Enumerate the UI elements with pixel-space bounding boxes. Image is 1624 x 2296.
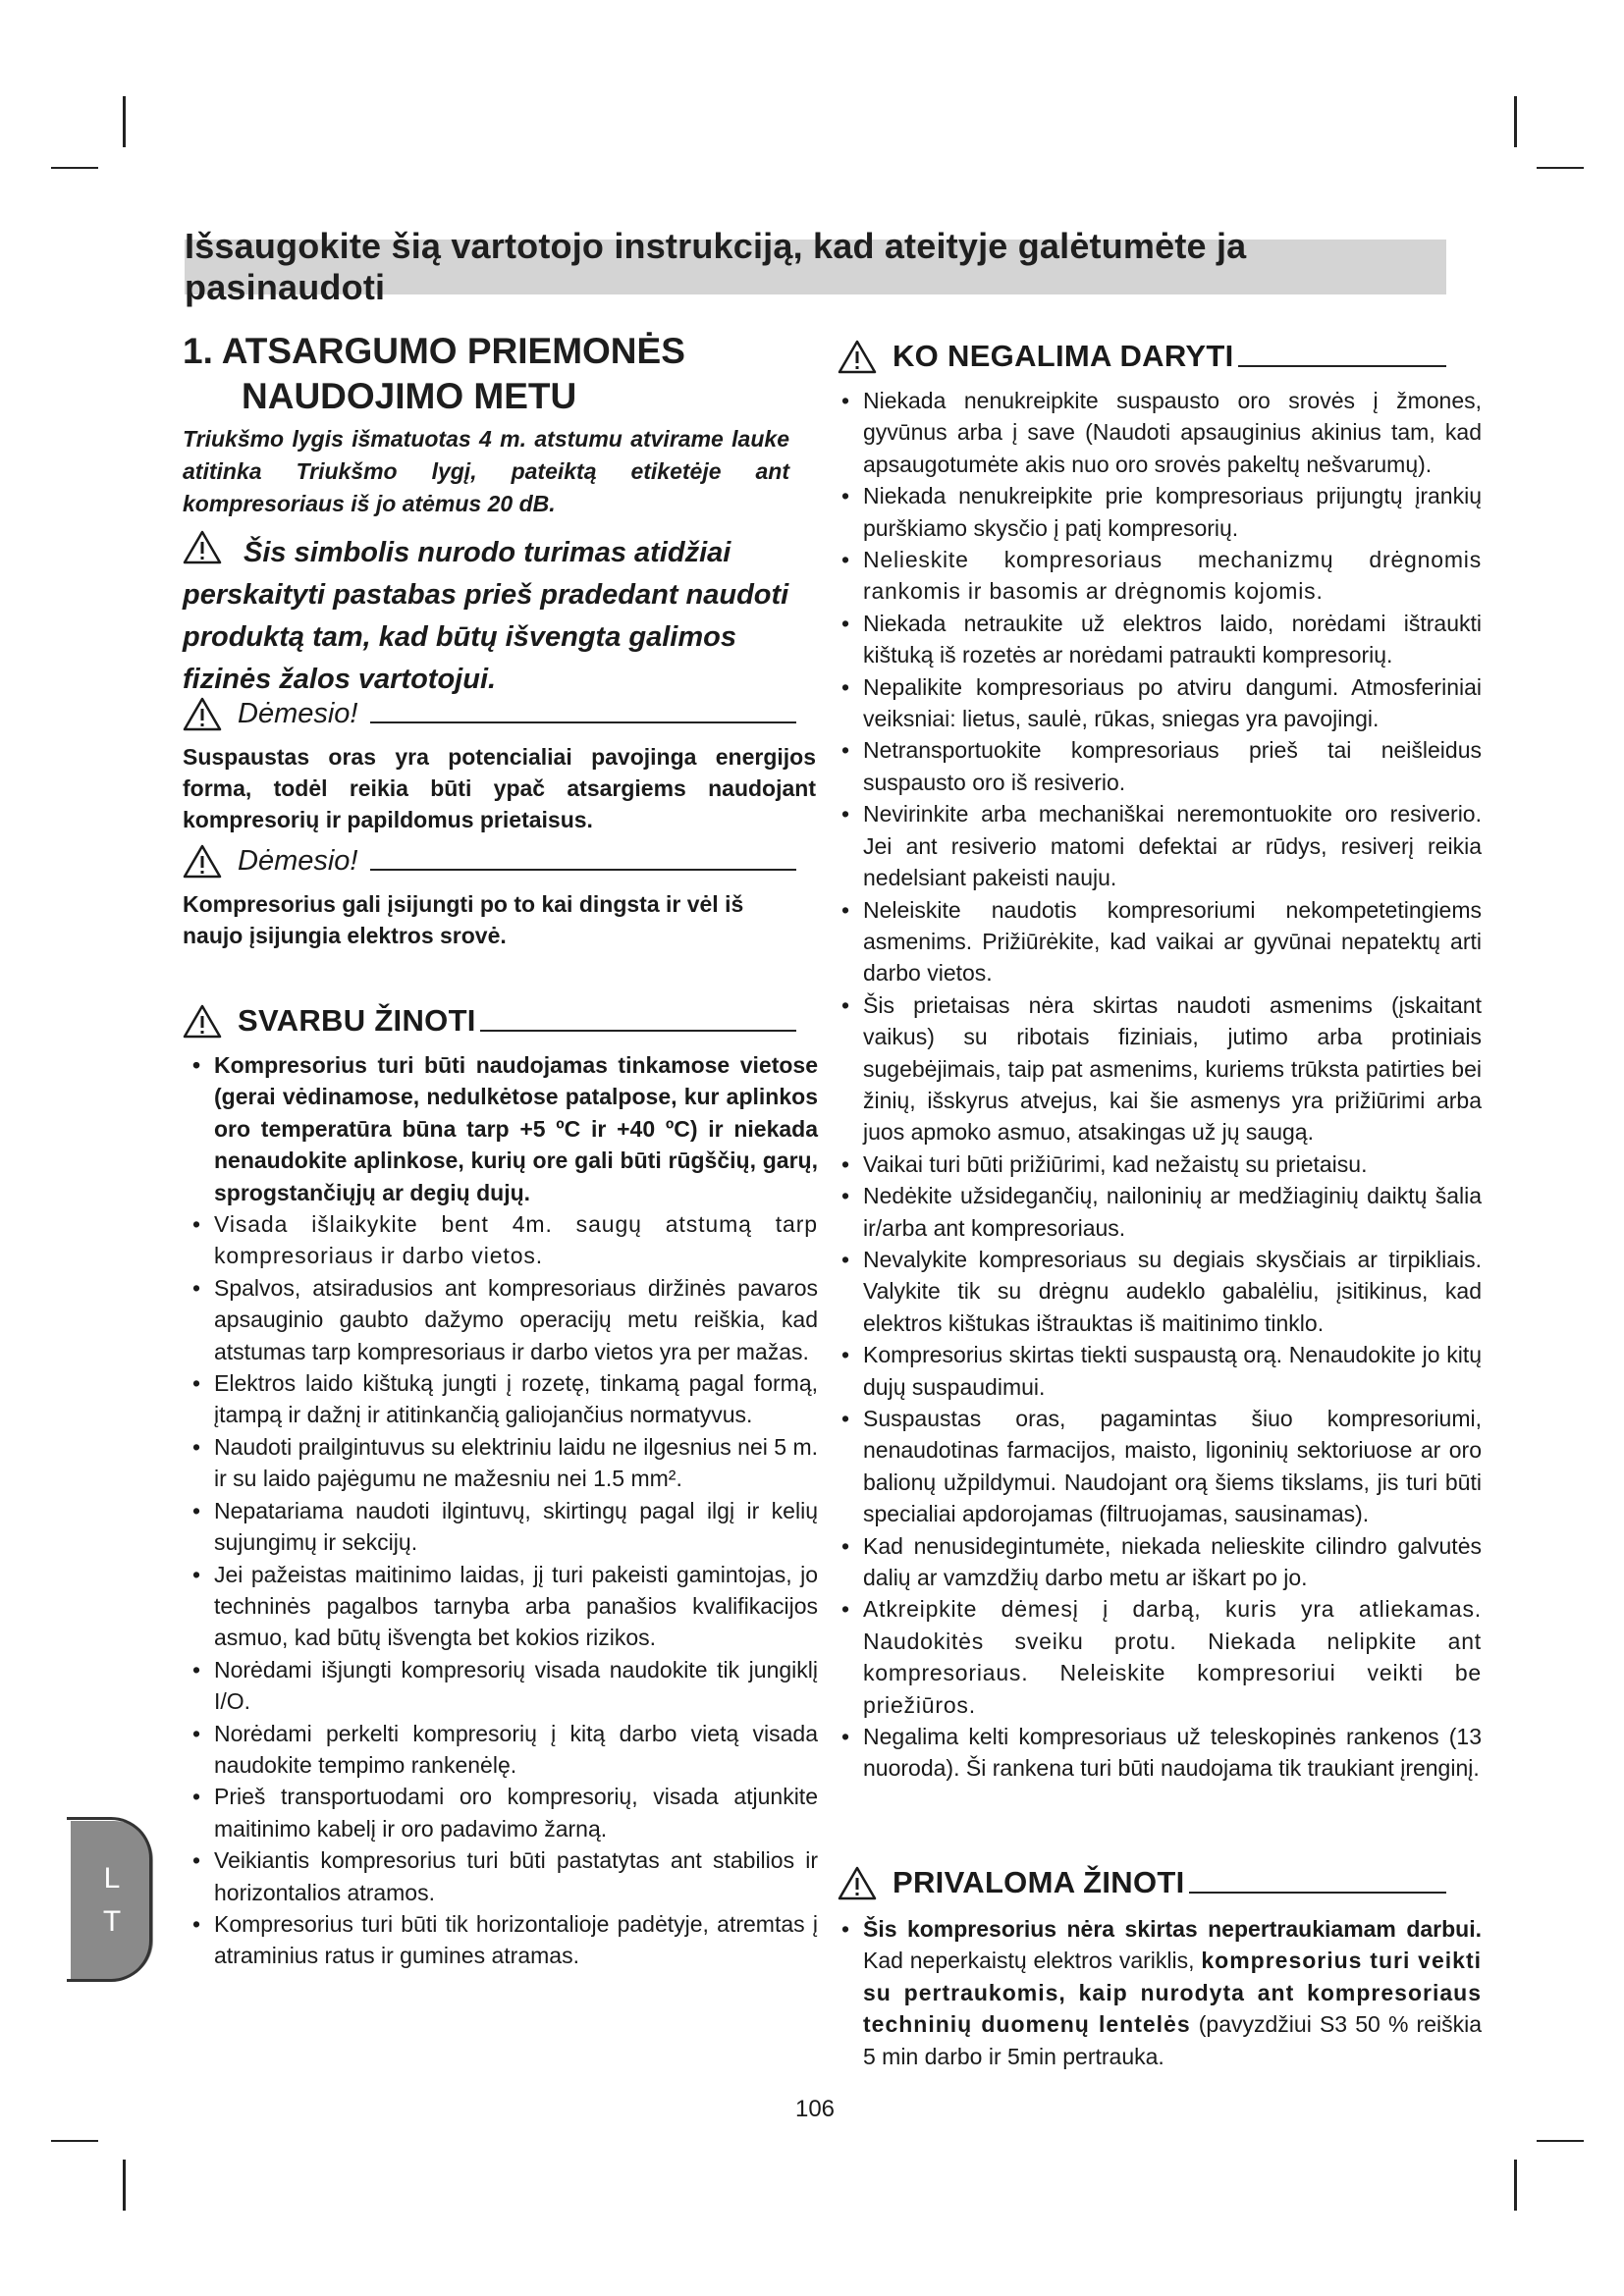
list-item: • Nepatariama naudoti ilgintuvų, skirtingų pagal ilgį ir kelių sujungimų ir sekcijų. [214,1495,818,1559]
crop-mark [1514,96,1517,147]
list-item: • Nedėkite užsidegančių, nailoninių ar medžiaginių daiktų šalia ir/arba ant kompresoriaus. [863,1180,1482,1244]
list-item: • Neleiskite naudotis kompresoriumi nekompetetingiems asmenims. Prižiūrėkite, kad vaikai ar gyvūnai nepatektų arti darbo vietos. [863,894,1482,989]
crop-mark [1537,2140,1584,2142]
must-bold-2: kompresorius turi veikti su pertraukomis, kaip nurodyta ant kompresoriaus techninių duomenų lentelės [863,1948,1482,2038]
list-item: • Kad nenusidegintumėte, niekada nelieskite cilindro galvutės dalių ar vamzdžių darbo metu ar iškart po jo. [863,1530,1482,1594]
crop-mark [1514,2160,1517,2211]
must-bold-1: Šis kompresorius nėra skirtas nepertraukiamam darbui. [863,1916,1482,1942]
attention-label: Dėmesio! [238,698,358,729]
section-heading: 1. ATSARGUMO PRIEMONĖS [183,331,685,371]
must-list [863,1913,1482,2072]
divider [1238,365,1446,367]
must-text-1: Kad neperkaistų elektros variklis, [863,1948,1202,1974]
crop-mark [1537,167,1584,169]
attention-header-2 [183,844,796,879]
list-item: • Norėdami išjungti kompresorių visada naudokite tik jungiklį I/O. [214,1654,818,1718]
attention-text-1: Suspaustas oras yra potencialiai pavojinga energijos forma, todėl reikia būti ypač atsargiems naudojant kompresorių ir papildomus prietaisus. [183,744,816,832]
dont-header [838,339,1446,374]
list-item: • Niekada nenukreipkite prie kompresoriaus prijungtų įrankių purškiamo skysčio į patį kompresorių. [863,480,1482,544]
tab-letter: L [103,1862,121,1895]
crop-mark [123,96,126,147]
list-item: • Atkreipkite dėmesį į darbą, kuris yra atliekamas. Naudokitės sveiku protu. Niekada nelipkite ant kompresoriaus. Neleiskite kompresoriui veikti be priežiūros. [863,1593,1482,1721]
list-item: • Visada išlaikykite bent 4m. saugų atstumą tarp kompresoriaus ir darbo vietos. [214,1208,818,1272]
list-item: • Nevalykite kompresoriaus su degiais skysčiais ar tirpikliais. Valykite tik su drėgnu audeklo gabalėliu, įsitikinus, kad elektros kištukas ištrauktas iš maitinimo tinklo. [863,1244,1482,1339]
crop-mark [123,2160,126,2211]
list-item: • Niekada netraukite už elektros laido, norėdami ištraukti kištuką iš rozetės ar norėdami patraukti kompresorių. [863,608,1482,671]
list-item: • Negalima kelti kompresoriaus už teleskopinės rankenos (13 nuoroda). Ši rankena turi būti naudojama tik traukiant įrenginį. [863,1721,1482,1785]
page-banner: Išsaugokite šią vartotojo instrukciją, kad ateityje galėtumėte ja pasinaudoti [185,240,1446,294]
list-item: • Suspaustas oras, pagamintas šiuo kompresoriumi, nenaudotinas farmacijos, maisto, ligoninių sektoriuose ar oro balionų užpildymui. Naudojant orą šiems tikslams, jis turi būti specialiai apdorojamas (filtruojamas, sausinamas). [863,1403,1482,1530]
list-item: • Prieš transportuodami oro kompresorių, visada atjunkite maitinimo kabelį ir oro padavimo žarną. [214,1781,818,1844]
tab-letter: T [102,1905,122,1938]
warning-icon [183,530,222,564]
divider [370,869,797,871]
dont-list [863,385,1482,1785]
divider [480,1030,796,1032]
symbol-note [183,530,801,701]
warning-icon [183,697,222,731]
language-tab [71,1821,153,1980]
crop-mark [51,2140,98,2142]
must-title: PRIVALOMA ŽINOTI [893,1865,1185,1899]
dont-title: KO NEGALIMA DARYTI [893,339,1234,373]
noise-note: Triukšmo lygis išmatuotas 4 m. atstumu atvirame lauke atitinka Triukšmo lygį, pateiktą etiketėje ant kompresoriaus iš jo atėmus 20 dB. [183,426,789,516]
divider [370,721,797,723]
attention-text-2: Kompresorius gali įsijungti po to kai dingsta ir vėl iš naujo įsijungia elektros srovė. [183,891,744,948]
warning-icon [838,1866,877,1900]
list-item: • Nevirinkite arba mechaniškai neremontuokite oro resiverio. Jei ant resiverio matomi defektai ar rūdys, resiverį reikia nedelsiant pakeisti nauju. [863,798,1482,893]
attention-header-1 [183,697,796,731]
list-item: • Naudoti prailgintuvus su elektriniu laidu ne ilgesnius nei 5 m. ir su laido pajėgumu ne mažesniu nei 1.5 mm². [214,1431,818,1495]
list-item: • Veikiantis kompresorius turi būti pastatytas ant stabilios ir horizontalios atramos. [214,1844,818,1908]
important-header [183,1003,796,1039]
warning-icon [838,340,877,374]
important-title: SVARBU ŽINOTI [238,1003,476,1038]
must-text-2: (pavyzdžiui S3 50 % reiškia 5 min darbo ir 5min pertrauka. [863,2011,1482,2069]
list-item: • Kompresorius turi būti naudojamas tinkamose vietose (gerai vėdinamose, nedulkėtose patalpose, kur aplinkos oro temperatūra būna tarp +5 ºC ir +40 ºC) ir niekada nenaudokite aplinkose, kurių ore gali būti rūgščių, garų, sprogstančiųjų ar degių dujų. [214,1049,818,1208]
list-item: • Norėdami perkelti kompresorių į kitą darbo vietą visada naudokite tempimo rankenėlę. [214,1718,818,1782]
list-item: • Niekada nenukreipkite suspausto oro srovės į žmones, gyvūnus arba į save (Naudoti apsauginius akinius tam, kad apsaugotumėte akis nuo oro srovės pakeltų nešvarumų). [863,385,1482,480]
attention-label: Dėmesio! [238,845,358,877]
important-list [214,1049,818,1972]
list-item: • Netransportuokite kompresoriaus prieš tai neišleidus suspausto oro iš resiverio. [863,734,1482,798]
divider [1189,1892,1446,1894]
list-item: • Nelieskite kompresoriaus mechanizmų drėgnomis rankomis ir basomis ar drėgnomis kojomis. [863,544,1482,608]
list-item [863,1913,1482,2072]
symbol-note-text: Šis simbolis nurodo turimas atidžiai perskaityti pastabas prieš pradedant naudoti produktą tam, kad būtų išvengta galimos fizinės žalos vartotojui. [183,537,789,695]
page-number: 106 [794,2096,836,2122]
list-item: • Elektros laido kištuką jungti į rozetę, tinkamą pagal formą, įtampą ir dažnį ir atitinkančią galiojančius normatyvus. [214,1367,818,1431]
list-item: • Šis prietaisas nėra skirtas naudoti asmenims (įskaitant vaikus) su ribotais fiziniais, jutimo arba protiniais sugebėjimais, taip pat asmenims, kuriems trūksta patirties bei žinių, išskyrus atvejus, kai šie asmenys yra prižiūrimi arba juos apmoko asmuo, atsakingas už jų saugą. [863,989,1482,1148]
warning-icon [183,1004,222,1039]
list-item: • Spalvos, atsiradusios ant kompresoriaus diržinės pavaros apsauginio gaubto dažymo operacijų metu reiškia, kad atstumas tarp kompresoriaus ir darbo vietos yra per mažas. [214,1272,818,1367]
list-item: • Jei pažeistas maitinimo laidas, jį turi pakeisti gamintojas, jo techninės pagalbos tarnyba arba panašios kvalifikacijos asmuo, kad būtų išvengta bet kokios rizikos. [214,1559,818,1654]
section-heading-line2: NAUDOJIMO METU [242,376,577,416]
list-item: • Vaikai turi būti prižiūrimi, kad nežaistų su prietaisu. [863,1148,1482,1180]
crop-mark [51,167,98,169]
list-item: • Kompresorius turi būti tik horizontalioje padėtyje, atremtas į atraminius ratus ir gumines atramas. [214,1908,818,1972]
warning-icon [183,844,222,879]
list-item: • Kompresorius skirtas tiekti suspaustą orą. Nenaudokite jo kitų dujų suspaudimui. [863,1339,1482,1403]
list-item: • Nepalikite kompresoriaus po atviru dangumi. Atmosferiniai veiksniai: lietus, saulė, rūkas, sniegas yra pavojingi. [863,671,1482,735]
must-header [838,1865,1446,1900]
